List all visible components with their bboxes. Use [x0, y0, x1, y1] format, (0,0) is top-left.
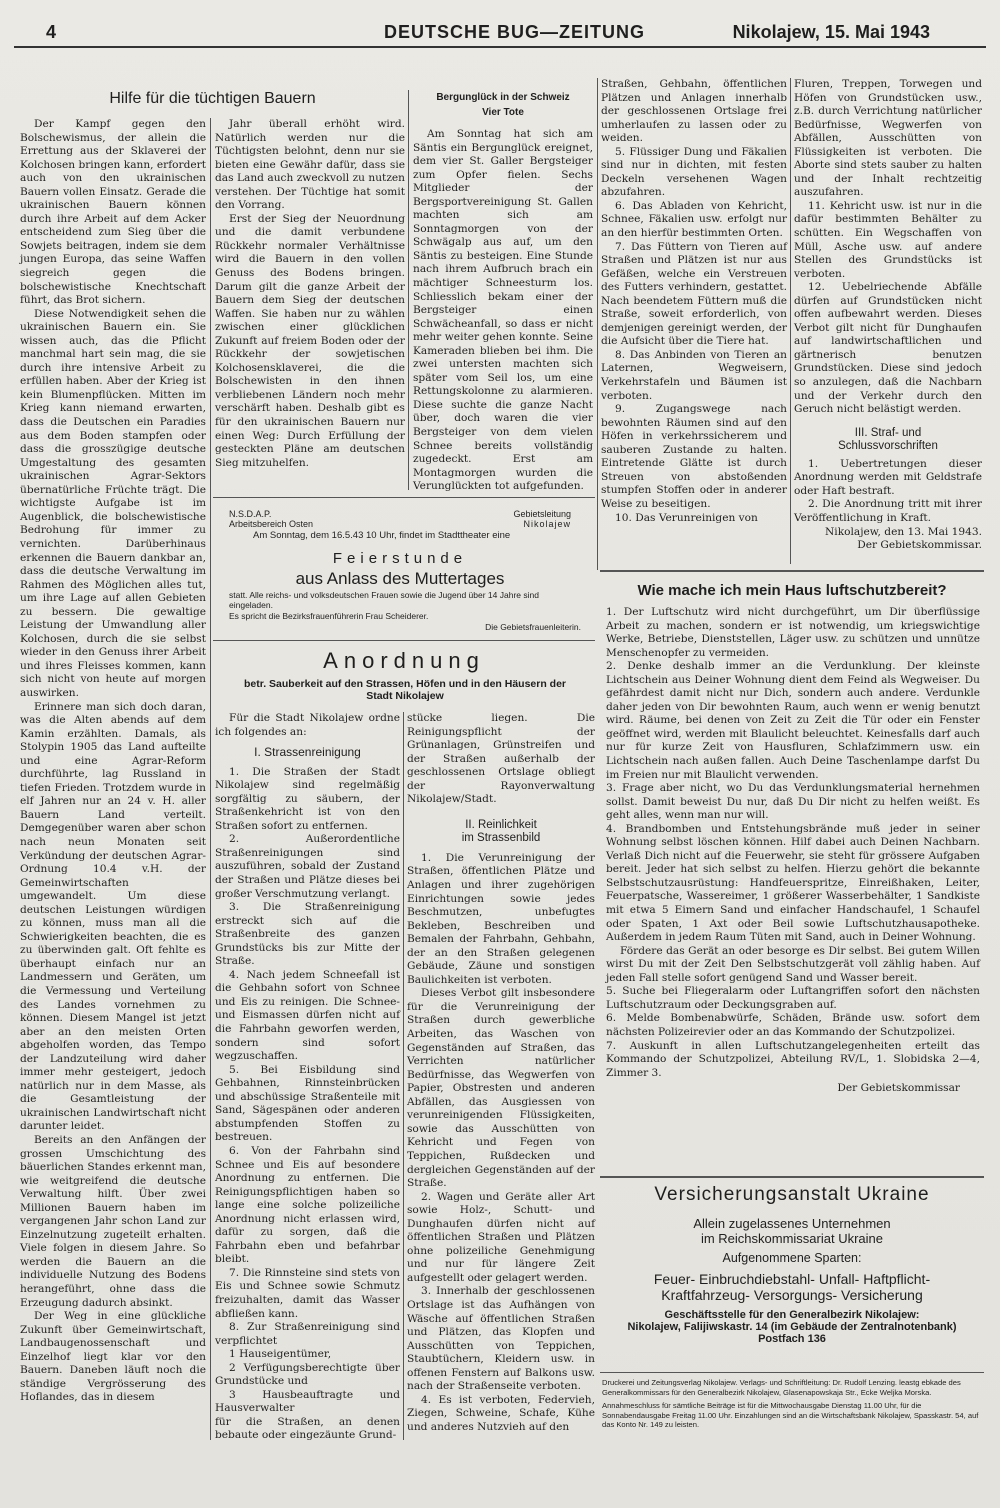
section-heading: Schlussvorschriften	[838, 440, 938, 453]
paragraph: 5. Flüssiger Dung und Fäkalien sind nur in dichten, mit festen Deckeln versehenen Wagen abzufahren.	[601, 145, 787, 199]
decree-signature: Der Gebietskommissar.	[857, 539, 982, 552]
paragraph: 3. Innerhalb der geschlossenen Ortslage ist das Aufhängen von Wäsche auf öffentlichen Straßen und Plätzen, das Klopfen und Ausschütten von Teppichen, Staubtüchern, Kleidern usw. in offenen Fenstern auf Balkons usw. nach der Straßenseite verboten.	[407, 1285, 595, 1393]
notice-line: Am Sonntag, dem 16.5.43 10 Uhr, findet im Stadttheater eine	[253, 530, 511, 541]
ad-address: Nikolajew, Falijiwskastr. 14 (im Gebäude der Zentralnotenbank)	[627, 1321, 957, 1333]
paragraph: für die Straßen, an denen bebaute oder eingezäunte Grund-	[215, 1415, 400, 1442]
list-item: 6. Melde Bombenabwürfe, Schäden, Brände usw. sofort dem nächsten Polizeirevier oder an das Kommando der Schutzpolizei.	[606, 1012, 980, 1038]
paragraph: 6. Das Abladen von Kehricht, Schnee, Fäkalien usw. erfolgt nur an den hierfür bestimmten Orten.	[601, 199, 787, 240]
notice-org: N.S.D.A.P.	[229, 509, 272, 519]
ad-postbox: Postfach 136	[758, 1333, 826, 1345]
paragraph: Der Weg in eine glückliche Zukunft über Gemeinwirtschaft, Landbaugenossenschaft und Einzelhof liegt klar vor den Bauern. Daneben läuft noch die ständige Vergrösserung des Hoflandes, das in diesem	[20, 1310, 206, 1404]
column-rule	[597, 78, 598, 570]
separator	[213, 497, 595, 498]
list-item: 5. Suche bei Fliegeralarm oder Luftangriffen sofort den nächsten Luftschutzraum oder Deckungsgraben auf.	[606, 985, 980, 1011]
list-item: 1 Hauseigentümer,	[229, 1348, 332, 1361]
paragraph: Erinnere man sich doch daran, was die Alten abends auf dem Kamin erzählten. Damals, als Stolypin 1905 das Land aufteilte und eine Agrar-Reform durchführte, lag Russland in tiefen Frieden. Trotzdem wurde in elf Jahren nur an 24 v. H. aller Bauern Land verteilt. Demgegenüber waren aber schon nach neun Monaten seit Verkündung der deutschen Agrar-Ordnung 10.4 v.H. der Gemeinwirtschaften umgewandelt. Um diese deutschen Leistungen würdigen zu können, muss man all die Schwierigkeiten beachten, die es zu überwinden galt. Oft fehlte es überhaupt einfach nur an Landmessern und Geräten, um die Vermessung und Verteilung des Landes vornehmen zu können. Diesem Mangel ist jetzt aber an den meisten Orten abgeholfen worden, das Tempo der Landzuteilung wird daher immer mehr gesteigert, jedoch natürlich nur in dem Masse, als die Gesamtleistung der ukrainischen Landwirtschaft nicht darunter leidet.	[20, 700, 206, 1133]
paragraph: 10. Das Verunreinigen von	[615, 511, 758, 524]
separator	[600, 1372, 984, 1373]
notice-invite: statt. Alle reichs- und volksdeutschen Frauen sowie die Jugend über 14 Jahre sind eingeladen.	[229, 590, 539, 610]
article-body	[413, 128, 593, 493]
issue-date: Nikolajew, 15. Mai 1943	[732, 22, 930, 42]
list-item: 1. Der Luftschutz wird nicht durchgeführt, um Dir überflüssige Arbeit zu machen, sondern er ist notwendig, um kriegswichtige Werke, Betriebe, Dienststellen, Läger usw. zu schützen und unnütze Menschenopfer zu vermeiden.	[606, 606, 980, 659]
paragraph: 8. Zur Straßenreinigung sind verpflichtet	[215, 1321, 400, 1347]
imprint-publisher: Druckerei und Zeitungsverlag Nikolajew. Verlags- und Schriftleitung: Dr. Rudolf Lenzing. leastg ebkade des Generalkommissars für den Generalbezirk Nikolajew, Glasenapowskaja Str., Ecke Weljka Morska.	[602, 1378, 961, 1397]
section-heading: im Strassenbild	[461, 832, 541, 845]
column-rule	[790, 78, 791, 564]
paragraph: 1. Die Straßen der Stadt Nikolajew sind regelmäßig sorgfältig zu säubern, der Straßenkehricht ist von den Straßen sofort zu entfernen.	[215, 765, 400, 832]
paragraph: Erst der Sieg der Neuordnung und die damit verbundene Rückkehr normaler Verhältnisse wird die Bauern in den vollen Genuss des Bodens bringen. Darum gilt die ganze Arbeit der Bauern dem Sieg der deutschen Waffen. Sie haben nur zu wählen zwischen einer glücklichen Zukunft auf freiem Boden oder der Rückkehr der sowjetischen Kolchosensklaverei, die die Bolschewisten in den ihnen verbliebenen Ländern noch mehr verschärft haben. Deshalb gibt es für den ukrainischen Bauern nur einen Weg: Durch Erfüllung der gesteckten Pläne am deutschen Sieg mitzuhelfen.	[215, 212, 405, 469]
list-item: 4. Brandbomben und Entstehungsbrände muß jeder in seiner Wohnung selbst löschen können. Hilf dabei auch Deinen Nachbarn. Verlaß Dich nicht auf die Feuerwehr, sie steht für grössere Aufgaben bereit. Jeder hat sich selbst zu helfen. Hierzu gehört die bekannte Selbstschutzausrüstung: Handfeuerspritze, Einreißhaken, Leiter, Feuerpatsche, Wassereimer, 1 größerer Wasserbehälter, 1 Sandkiste mit etwa 5 Eimern Sand und einfacher Handschaufel, 1 Schaufel oder Spaten, 1 Axt oder Beil sowie Luftschutzhausapotheke. Außerdem in jedem Raum Tüten mit Sand, auch in Deiner Wohnung.	[606, 822, 980, 944]
notice-subtitle: aus Anlass des Muttertages	[295, 569, 505, 588]
notice-office: Gebietsleitung	[513, 509, 571, 519]
column-rule	[210, 118, 211, 1440]
separator	[600, 570, 984, 572]
paragraph: 7. Das Füttern von Tieren auf Straßen und Plätzen ist nur aus Gefäßen, welche ein Verstreuen des Futters verhindern, gestattet. Nach beendetem Füttern muß die Straße, soweit erforderlich, von demjenigen gereinigt werden, der die Aufsicht über die Tiere hat.	[601, 240, 787, 348]
notice-title: Feierstunde	[332, 550, 468, 567]
paragraph: 9. Zugangswege nach bewohnten Räumen sind auf den Höfen in verkehrssicherem und sauberen Zustande zu halten. Eintretende Glätte ist durch Streuen von abstoßenden stumpfen Stoffen oder in anderer Weise zu beseitigen.	[601, 403, 787, 510]
ad-line: Geschäftsstelle für den Generalbezirk Nikolajew:	[664, 1309, 920, 1321]
page-header	[14, 22, 986, 48]
ad-line: Allein zugelassenes Unternehmen	[693, 1216, 891, 1231]
list-item: 3. Frage aber nicht, wo Du das Verdunklungsmaterial hernehmen sollst. Damit beweist Du nur, daß Du Dir nicht zu helfen weißt. Es geht alles, wenn man nur will.	[606, 782, 980, 822]
paragraph: 11. Kehricht usw. ist nur in die dafür bestimmten Behälter zu schütten. Ein Wegschaffen von Müll, Asche usw. auf andere Stellen des Grundstücks ist verboten.	[794, 199, 982, 280]
paragraph: 1. Uebertretungen dieser Anordnung werden mit Geldstrafe oder Haft bestraft.	[794, 457, 982, 497]
paragraph: Dieses Verbot gilt insbesondere für die Verunreinigung der Straßen durch gewerbliche Arbeiten, das Waschen von Gegenständen auf Straßen, das Verrichten natürlicher Bedürfnisse, das Wegwerfen von Papier, Obstresten und anderen Abfällen, das Ausgiessen von verunreinigenden Flüssigkeiten, sowie das Ausschütten von Kehricht und Fegen von Teppichen, Rußdecken und dergleichen Gegenständen auf der Straße.	[407, 987, 595, 1190]
paragraph: stücke liegen. Die Reinigungspflicht der Grünanlagen, Grünstreifen und der Straßen außerhalb der geschlossenen Ortslage obliegt der Rayonverwaltung Nikolajew/Stadt.	[407, 712, 595, 806]
list-item: 7. Auskunft in allen Luftschutzangelegenheiten erteilt das Kommando der Schutzpolizei, Abteilung RV/L, 1. Slobidska 2—4, Zimmer 3.	[606, 1039, 980, 1079]
list-item: 2. Denke deshalb immer an die Verdunklung. Der kleinste Lichtschein aus Deiner Wohnung dient dem Feind als Wegweiser. Du gefährdest damit nicht nur Dich, sondern auch andere. Verdunkle daher jeden von Dir bewohnten Raum, auch wenn er wenig benutzt wird. Räume, bei denen von Zeit zu Zeit die Tür oder ein Fenster geöffnet wird, werden mit Blaulicht beleuchtet. Keinesfalls darf auch nur für kurze Zeit von Hausfluren, Schlafzimmern usw. ein Lichtschein nach außen fallen. Auch Deine Taschenlampe darfst Du im Freien nur mit Blaulicht verwenden.	[606, 660, 980, 781]
paragraph: 12. Uebelriechende Abfälle dürfen auf Grundstücken nicht offen aufbewahrt werden. Dieses Verbot gilt nicht für Dunghaufen auf landwirtschaftlichen und gärtnerisch benutzen Grundstücken. Diese sind jedoch so anzulegen, daß die Nachbarn und der Verkehr durch den Geruch nicht belästigt werden.	[794, 281, 982, 416]
paragraph: 7. Die Rinnsteine sind stets von Eis und Schnee sowie Schmutz freizuhalten, damit das Wasser abfließen kann.	[215, 1266, 400, 1320]
paragraph: Fluren, Treppen, Torwegen und Höfen von Grundstücken usw., z.B. durch Verrichtung natürlicher Bedürfnisse, Wegwerfen von Abfällen, Ausschütten von Flüssigkeiten ist verboten. Die Aborte sind stets sauber zu halten und der Inhalt rechtzeitig auszufahren.	[794, 78, 982, 199]
section-heading: I. Strassenreinigung	[254, 745, 361, 760]
paragraph: 4. Nach jedem Schneefall ist die Gehbahn sofort von Schnee und Eis zu reinigen. Die Schnee- und Eismassen dürfen nicht auf die Fahrbahn geworfen werden, sondern sind sofort wegzuschaffen.	[215, 968, 400, 1063]
decree-column-c	[601, 78, 787, 564]
paragraph: Jahr überall erhöht wird. Natürlich werden nur die Tüchtigsten belohnt, denn nur sie bieten eine Gewähr dafür, dass sie das Land auch zweckvoll zu nutzen verstehen. Der Tüchtige hat somit den Vorrang.	[215, 118, 405, 212]
notice-city: Nikolajew	[523, 519, 571, 529]
article-signature: Der Gebietskommissar	[837, 1082, 960, 1095]
list-item: Fördere das Gerät an oder besorge es Dir selbst. Bei gutem Willen wirst Du mit der Zeit Den Selbstschutzgerät voll zählig haben. Auf jeden Fall stelle sofort genügend Sand und Wasser bereit.	[606, 944, 980, 984]
paragraph: 5. Bei Eisbildung sind Gehbahnen, Rinnsteinbrücken und abschüssige Straßenteile mit Sand, Sägespänen oder anderen abstumpfenden Stoffen zu bestreuen.	[215, 1063, 400, 1144]
column-rule	[408, 90, 409, 490]
decree-date: Nikolajew, den 13. Mai 1943.	[825, 525, 982, 538]
article-column-1	[20, 118, 206, 1440]
luftschutz-list	[606, 606, 980, 1172]
list-item: 3 Hausbeauftragte und Hausverwalter	[215, 1388, 400, 1415]
article-subtitle: Vier Tote	[482, 107, 524, 118]
paragraph: 2. Die Anordnung tritt mit ihrer Veröffentlichung in Kraft.	[794, 498, 982, 524]
paragraph: 8. Das Anbinden von Tieren an Laternen, Wegweisern, Verkehrstafeln und Bäumen ist verboten.	[601, 348, 787, 402]
paragraph: 4. Es ist verboten, Federvieh, Ziegen, Schweine, Schafe, Kühe und anderes Nutzvieh auf den	[407, 1393, 595, 1433]
newspaper-title: DEUTSCHE BUG—ZEITUNG	[384, 22, 646, 42]
decree-title: Anordnung	[323, 648, 485, 673]
ad-line: Kraftfahrzeug- Versorgungs- Versicherung	[661, 1287, 923, 1303]
paragraph: 2. Wagen und Geräte aller Art sowie Holz-, Schutt- und Dunghaufen dürfen nicht auf öffentlichen Straßen und Plätzen ohne polizeiliche Genehmigung und nur für längere Zeit aufgestellt oder gelagert werden.	[407, 1190, 595, 1284]
article-title: Bergunglück in der Schweiz	[436, 92, 570, 103]
decree-subtitle: betr. Sauberkeit auf den Strassen, Höfen und in den Häusern der Stadt Nikolajew	[243, 678, 567, 702]
paragraph: 3. Die Straßenreinigung erstreckt sich auf die Straßenbreite des ganzen Grundstücks bis zur Mitte der Straße.	[215, 901, 400, 968]
column-rule	[403, 712, 404, 1440]
article-title: Wie mache ich mein Haus luftschutzbereit?	[637, 582, 947, 599]
separator	[213, 640, 595, 641]
section-heading: II. Reinlichkeit	[465, 818, 537, 831]
decree-column-a	[215, 712, 400, 1440]
paragraph: 2. Außerordentliche Straßenreinigungen sind auszuführen, sobald der Zustand der Straßen und Plätze dieses bei großer Verschmutzung verlangt.	[215, 833, 400, 900]
page-number: 4	[46, 22, 57, 42]
decree-column-b	[407, 712, 595, 1440]
list-item: 2 Verfügungsberechtigte über Grundstücke und	[215, 1361, 400, 1388]
imprint	[602, 1378, 982, 1430]
paragraph: Diese Notwendigkeit sehen die ukrainischen Bauern ein. Sie wissen auch, das die Pflicht manchmal hart sein mag, die sie durch ihre intensive Arbeit zu erfüllen haben. Aber der Krieg ist kein Blumenpflücken. Mitten im Krieg kann niemand erwarten, dass die Deutschen ein Paradies aus dem Boden stampfen oder dass die grosszügige deutsche Umgestaltung des gesamten ukrainischen Agrar-Sektors übernatürliche Früchte trägt. Die wichtigste Aufgabe ist im Augenblick, die bolschewistische Bedrohung für immer zu vernichten. Darüberhinaus erkennen die Bauern dankbar an, dass die deutsche Verwaltung im Rahmen des Möglichen alles tut, um ihre Lage auf allen Gebieten zu bessern. Die gewaltige Leistung der Umwandlung aller Kolchosen, durch die sie selbst wieder in den Genuss ihrer Arbeit und ihres Fleisses kommen, kann sich nicht von heute auf morgen auswirken.	[20, 307, 206, 699]
article-title: Hilfe für die tüchtigen Bauern	[109, 90, 316, 107]
imprint-deadline: Annahmeschluss für sämtliche Beiträge ist für die Mittwochausgabe Dienstag 11.00 Uhr, für die Sonnabendausgabe Freitag 11.00 Uhr. Einzahlungen sind an die Wirtschaftsbank Nikolajew, Spasskastr. 54, auf das Konto Nr. 149 zu leisten.	[602, 1401, 979, 1429]
separator	[600, 1176, 984, 1178]
paragraph: Bereits an den Anfängen der grossen Umschichtung des bäuerlichen Standes erkennt man, wie weitgreifend die deutsche Verwaltung hilft. Über zwei Millionen Bauern haben im vergangenen Jahr schon Land zur Einzelnutzung zugeteilt erhalten. Viele folgen in diesem Jahre. So werden die Bauern an die individuelle Nutzung des Bodens herangeführt, ohne dass die Erzeugung dadurch absinkt.	[20, 1134, 206, 1309]
ad-title: Versicherungsanstalt Ukraine	[654, 1184, 930, 1205]
article-column-2	[215, 118, 405, 488]
decree-column-d	[794, 78, 982, 564]
ad-line: im Reichskommissariat Ukraine	[700, 1231, 884, 1246]
insurance-ad	[600, 1184, 984, 1364]
party-notice	[215, 505, 595, 635]
paragraph: 1. Die Verunreinigung der Straßen, öffentlichen Plätze und Anlagen und ihrer zugehörigen Einrichtungen sowie jedes Beschmutzen, unbefugtes Bekleben, Beschreiben und Bemalen der Fahrbahn, Gehbahn, der an den Straßen gelegenen Gebäude, Zäune und sonstigen Baulichkeiten ist verboten.	[407, 851, 595, 986]
notice-speaker: Es spricht die Bezirksfrauenführerin Frau Scheiderer.	[229, 611, 429, 621]
paragraph: Straßen, Gehbahn, öffentlichen Plätzen und Anlagen innerhalb der geschlossenen Ortslage frei umherlaufen zu lassen oder zu weiden.	[601, 78, 787, 145]
ad-line: Feuer- Einbruchdiebstahl- Unfall- Haftpflicht-	[653, 1271, 931, 1287]
paragraph: Für die Stadt Nikolajew ordne ich folgendes an:	[215, 712, 400, 738]
notice-dept: Arbeitsbereich Osten	[229, 519, 314, 529]
paragraph: Am Sonntag hat sich am Säntis ein Bergunglück ereignet, dem vier St. Galler Bergsteiger zum Opfer fielen. Sechs Mitglieder der Bergsportvereinigung St. Gallen machten sich am Sonntagmorgen von der Schwägalp aus auf, um den Säntis zu besteigen. Eine Stunde nach ihrem Aufbruch brach ein mächtiger Schneesturm los. Schliesslich bekam einer der Bergsteiger einen Schwächeanfall, so dass er nicht mehr weiter gehen konnte. Seine Kameraden blieben bei ihm. Die zwei untersten machten sich später vom Seil los, um eine Rettungskolonne zu alarmieren. Diese suchte die ganze Nacht über, doch waren die vier Bergsteiger von dem vielen Schnee bereits vollständig zugedeckt. Erst am Montagmorgen wurden die Verunglückten tot aufgefunden.	[413, 128, 593, 493]
paragraph: 6. Von der Fahrbahn sind Schnee und Eis auf besondere Anordnung zu entfernen. Die Reinigungspflichtigen haben so lange eine solche polizeiliche Anordnung nicht erlassen wird, dafür zu sorgen, daß die Fahrbahn eben und befahrbar bleibt.	[215, 1144, 400, 1266]
ad-line: Aufgenommene Sparten:	[722, 1251, 862, 1265]
notice-sign: Die Gebietsfrauenleiterin.	[485, 622, 581, 632]
paragraph: Der Kampf gegen den Bolschewismus, der allein die Errettung aus der Sklaverei der Kolchosen bringen kann, erfordert auch von den ukrainischen Bauern vollen Einsatz. Gerade die ukrainischen Bauern können durch ihre Arbeit auf dem Acker entscheidend zum Sieg über die Sowjets beitragen, indem sie dem jungen Europa, das seine Waffen siegreich gegen die bolschewistische Knechtschaft führt, das Brot sichern.	[20, 118, 206, 307]
section-heading: III. Straf- und	[854, 426, 922, 439]
